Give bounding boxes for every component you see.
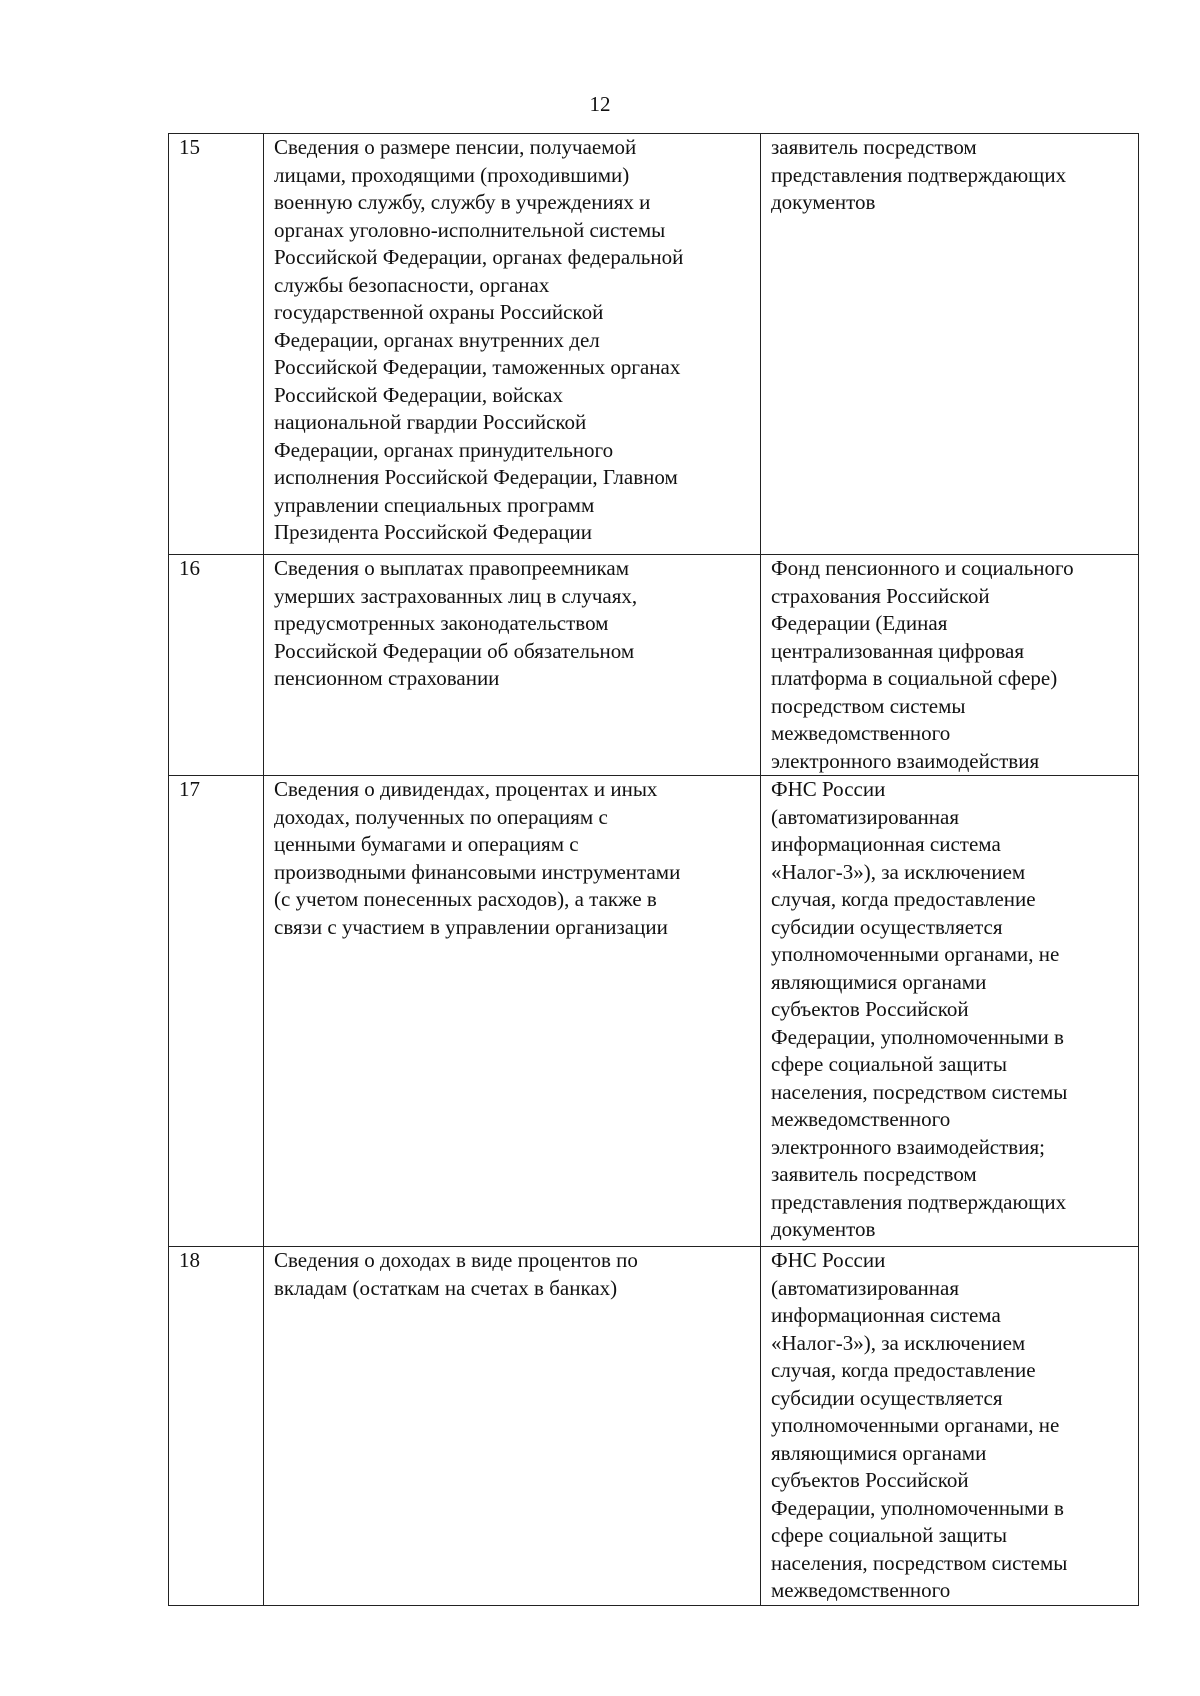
page-number: 12 — [589, 92, 611, 116]
source-text: ФНС России (автоматизированная информационная система «Налог-3»), за исключением случая, когда предоставление субсидии осуществляется уполномоченными органами, не являющимися органами субъектов Российской Федерации, уполномоченными в сфере социальной защиты населения, посредством системы межведомственного — [771, 1248, 1068, 1602]
source-text: заявитель посредством представления подтверждающих документов — [771, 135, 1067, 214]
info-text: Сведения о доходах в виде процентов по вкладам (остаткам на счетах в банках) — [274, 1248, 638, 1300]
info-text: Сведения о выплатах правопреемникам умерших застрахованных лиц в случаях, предусмотренных законодательством Российской Федерации об обязательном пенсионном страховании — [274, 556, 638, 690]
table-row — [169, 1247, 1139, 1606]
source-text: Фонд пенсионного и социального страхования Российской Федерации (Единая централизованная цифровая платформа в социальной сфере) посредством системы межведомственного электронного взаимодействия — [771, 556, 1074, 773]
table-row — [169, 134, 1139, 555]
table-row — [169, 776, 1139, 1247]
row-number-cell: 18 — [169, 1247, 264, 1606]
info-cell — [264, 1247, 761, 1606]
source-cell — [761, 134, 1139, 555]
source-cell — [761, 776, 1139, 1247]
source-text: ФНС России (автоматизированная информационная система «Налог-3»), за исключением случая, когда предоставление субсидии осуществляется уполномоченными органами, не являющимися органами субъектов Российской Федерации, уполномоченными в сфере социальной защиты населения, посредством системы межведомственного электронного взаимодействия; заявитель посредством представления подтверждающих документов — [771, 777, 1068, 1241]
info-text: Сведения о дивидендах, процентах и иных доходах, полученных по операциям с ценными бумагами и операциям с производными финансовыми инструментами (с учетом понесенных расходов), а также в связи с участием в управлении организации — [274, 777, 681, 939]
info-cell — [264, 555, 761, 776]
source-cell — [761, 1247, 1139, 1606]
info-cell — [264, 134, 761, 555]
row-number-cell: 17 — [169, 776, 264, 1247]
table-row — [169, 555, 1139, 776]
document-table — [168, 133, 1139, 1606]
info-cell — [264, 776, 761, 1247]
row-number-cell: 16 — [169, 555, 264, 776]
info-text: Сведения о размере пенсии, получаемой лицами, проходящими (проходившими) военную службу, службу в учреждениях и органах уголовно-исполнительной системы Российской Федерации, органах федеральной службы безопасности, органах государственной охраны Российской Федерации, органах внутренних дел Российской Федерации, таможенных органах Российской Федерации, войсках национальной гвардии Российской Федерации, органах принудительного исполнения Российской Федерации, Главном управлении специальных программ Президента Российской Федерации — [274, 135, 684, 544]
row-number-cell: 15 — [169, 134, 264, 555]
source-cell — [761, 555, 1139, 776]
